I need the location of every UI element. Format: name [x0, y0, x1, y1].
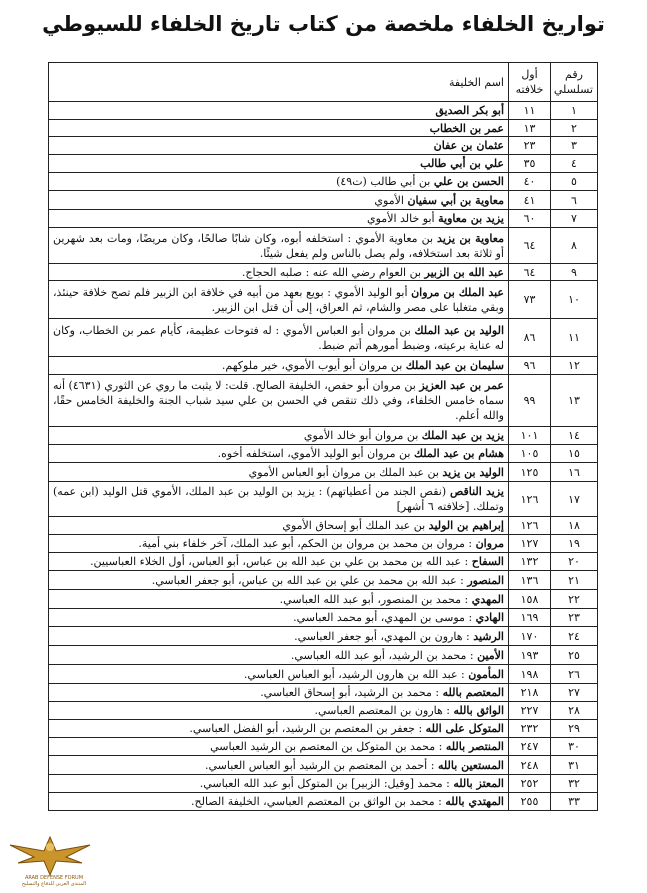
first-year-cell: ١٩٣ — [509, 646, 551, 665]
caliph-name-cell — [49, 738, 509, 756]
serial-number-cell: ١٢ — [551, 357, 598, 375]
first-year-cell: ١٣ — [509, 120, 551, 137]
first-year-cell: ١٧٠ — [509, 627, 551, 646]
first-year-cell: ١٠١ — [509, 427, 551, 445]
caliph-name: عثمان بن عفان — [433, 139, 504, 152]
caliph-name: المستعين بالله — [437, 758, 504, 772]
caliph-name: أبو بكر الصديق — [435, 104, 504, 117]
table-row — [49, 482, 598, 517]
first-year-cell: ٦٤ — [509, 228, 551, 264]
caliph-description: : محمد [وقيل: الزبير] بن المتوكل أبو عبد الله العباسي. — [199, 777, 454, 790]
table-row — [49, 684, 598, 702]
caliph-name-cell — [49, 210, 509, 228]
caliph-name: المهتدي بالله — [445, 795, 504, 808]
first-year-cell: ٢٥٥ — [509, 793, 551, 811]
caliph-description: أبو الوليد الأموي : بويع بعهد من أبيه في خلافة ابن الزبير فلم تصح خلافة حينئذ، وبقي متغلبا على مصر والشام، ثم العراق، إلى أن قتل ابن الزبير. — [53, 285, 504, 314]
first-year-cell: ١٠٥ — [509, 445, 551, 463]
caliph-description: : محمد بن الواثق بن المعتصم العباسي، الخليفة الصالح. — [191, 795, 446, 808]
caliph-name-cell — [49, 665, 509, 684]
caliph-description: الأموي — [374, 193, 408, 207]
table-row — [49, 210, 598, 228]
serial-number-cell: ٩ — [551, 264, 598, 281]
caliph-name: يزيد بن معاوية — [438, 212, 504, 225]
serial-number-cell: ٢٢ — [551, 590, 598, 609]
first-year-cell: ٢٣ — [509, 137, 551, 155]
caliph-description: : محمد بن المنصور، أبو عبد الله العباسي. — [279, 592, 472, 606]
serial-number-cell: ٢٣ — [551, 609, 598, 627]
caliph-name: الحسن بن علي — [433, 175, 504, 188]
caliph-description: بن معاوية الأموي : استخلفه أبوه، وكان شابًا صالحًا، وكان مريضًا، ومات بعد شهرين أو ثلاثة بعد استخلافه، ولم يصل بالناس ولم يفعل شيئًا. — [53, 231, 504, 260]
caliph-description: : جعفر بن المعتصم بن الرشيد، أبو الفضل العباسي. — [189, 722, 426, 735]
first-year-cell: ٢١٨ — [509, 684, 551, 702]
table-row — [49, 590, 598, 609]
serial-number-cell: ١٠ — [551, 281, 598, 319]
caliph-name-cell — [49, 684, 509, 702]
table-row — [49, 102, 598, 120]
serial-number-cell: ٣٣ — [551, 793, 598, 811]
arab-defense-forum-logo — [4, 829, 96, 889]
caliph-name-cell — [49, 793, 509, 811]
serial-number-cell: ١١ — [551, 319, 598, 357]
caliph-description: بن عبد الملك أبو إسحاق الأموي — [282, 519, 429, 532]
caliph-description: : عبد الله بن محمد بن علي بن عبد الله بن عباس، أبو جعفر العباسي. — [151, 573, 468, 587]
caliph-name: علي بن أبي طالب — [420, 157, 504, 170]
caliph-name-cell — [49, 756, 509, 775]
caliph-name: المهدي — [471, 592, 504, 606]
table-row — [49, 646, 598, 665]
table-row — [49, 738, 598, 756]
serial-number-cell: ٤ — [551, 155, 598, 173]
serial-number-cell: ١٧ — [551, 482, 598, 517]
caliph-name: الأمين — [477, 648, 504, 662]
caliph-name-cell — [49, 590, 509, 609]
first-year-cell: ١٣٦ — [509, 571, 551, 590]
caliph-name-cell — [49, 517, 509, 535]
serial-number-cell: ٢٤ — [551, 627, 598, 646]
table-row — [49, 375, 598, 427]
first-year-cell: ١٩٨ — [509, 665, 551, 684]
caliph-name-cell — [49, 609, 509, 627]
first-year-cell: ١٥٨ — [509, 590, 551, 609]
first-year-cell: ٣٥ — [509, 155, 551, 173]
caliph-description: (نقص الجند من أعطياتهم) : يزيد بن الوليد بن عبد الملك، الأموي قتل الوليد (ابن عمه) وتملك. [خلافته ٦ أشهر] — [53, 485, 504, 513]
first-year-cell: ١١ — [509, 102, 551, 120]
serial-number-cell: ١٩ — [551, 535, 598, 553]
table-row — [49, 191, 598, 210]
caliph-name: إبراهيم بن الوليد — [428, 519, 504, 532]
first-year-cell: ١٢٦ — [509, 482, 551, 517]
table-row — [49, 609, 598, 627]
caliph-name: يزيد الناقص — [450, 485, 504, 498]
serial-number-cell: ٢٧ — [551, 684, 598, 702]
caliph-description: بن مروان أبو أيوب الأموي، خير ملوكهم. — [221, 359, 406, 372]
serial-number-cell: ٨ — [551, 228, 598, 264]
caliph-name: الوليد بن عبد الملك — [414, 323, 505, 337]
caliph-name-cell — [49, 627, 509, 646]
caliph-name: عمر بن الخطاب — [429, 121, 504, 135]
caliph-name: معاوية بن أبي سفيان — [407, 193, 504, 207]
first-year-cell: ٦٠ — [509, 210, 551, 228]
first-year-cell: ٢٤٨ — [509, 756, 551, 775]
caliph-description: : هارون بن المعتصم العباسي. — [314, 704, 454, 717]
table-row — [49, 120, 598, 137]
first-year-cell: ٢٢٧ — [509, 702, 551, 720]
table-row — [49, 775, 598, 793]
caliph-name: مروان — [475, 537, 504, 550]
caliph-description: : عبد الله بن هارون الرشيد، أبو العباس العباسي. — [243, 667, 469, 681]
caliph-name: المتوكل على الله — [425, 722, 504, 735]
serial-number-cell: ٣ — [551, 137, 598, 155]
table-body — [49, 102, 598, 811]
caliph-name-cell — [49, 720, 509, 738]
page-title: تواريخ الخلفاء ملخصة من كتاب تاريخ الخلفاء للسيوطي — [42, 12, 605, 36]
caliph-description: : عبد الله بن محمد بن علي بن عبد الله بن عباس، أبو العباس، أول الخلاء العباسيين. — [90, 555, 472, 568]
caliph-name-cell — [49, 120, 509, 137]
caliph-description: : محمد بن المتوكل بن المعتصم بن الرشيد العباسي — [210, 740, 446, 753]
caliph-name-cell — [49, 775, 509, 793]
caliph-name: المعتصم بالله — [442, 686, 504, 699]
table-row — [49, 517, 598, 535]
table-row — [49, 137, 598, 155]
first-year-cell: ٢٥٢ — [509, 775, 551, 793]
caliph-name: المنتصر بالله — [445, 740, 504, 753]
table-row — [49, 155, 598, 173]
table-row — [49, 627, 598, 646]
caliph-name: يزيد بن عبد الملك — [421, 429, 504, 442]
serial-number-cell: ٣٠ — [551, 738, 598, 756]
caliph-name-cell — [49, 463, 509, 482]
table-row — [49, 535, 598, 553]
caliph-name: عمر بن عبد العزيز — [419, 379, 504, 392]
table-row — [49, 793, 598, 811]
serial-number-cell: ٧ — [551, 210, 598, 228]
serial-number-cell: ٢٩ — [551, 720, 598, 738]
caliph-name: معاوية بن يزيد — [437, 231, 504, 245]
caliph-name: عبد الله بن الزبير — [424, 265, 504, 279]
caliph-name-cell — [49, 427, 509, 445]
caliph-name-cell — [49, 137, 509, 155]
caliph-name-cell — [49, 102, 509, 120]
caliph-name: المأمون — [468, 667, 504, 681]
serial-number-cell: ٢١ — [551, 571, 598, 590]
eagle-emblem-icon — [4, 829, 96, 879]
table-row — [49, 720, 598, 738]
caliph-description: بن أبي طالب (ت٤٩) — [336, 175, 434, 188]
table-header-row — [49, 63, 598, 102]
table-row — [49, 319, 598, 357]
caliph-description: : محمد بن الرشيد، أبو إسحاق العباسي. — [260, 686, 443, 699]
caliph-name-cell — [49, 264, 509, 281]
serial-number-cell: ٥ — [551, 173, 598, 191]
serial-number-cell: ١٦ — [551, 463, 598, 482]
caliph-name: الهادي — [475, 611, 504, 624]
caliph-name-cell — [49, 319, 509, 357]
caliphs-table — [48, 62, 598, 811]
watermark-line-2: المنتدى العربي للدفاع والتسليح — [21, 881, 87, 887]
first-year-cell: ٦٤ — [509, 264, 551, 281]
header-first-year: أول خلافته — [509, 63, 551, 102]
caliph-description: : محمد بن الرشيد، أبو عبد الله العباسي. — [290, 648, 478, 662]
serial-number-cell: ٦ — [551, 191, 598, 210]
header-serial-number: رقم تسلسلي — [551, 63, 598, 102]
table-row — [49, 463, 598, 482]
caliph-description: : أحمد بن المعتصم بن الرشيد أبو العباس العباسي. — [204, 758, 438, 772]
caliph-name-cell — [49, 571, 509, 590]
table-row — [49, 427, 598, 445]
caliph-name: الواثق بالله — [453, 704, 504, 717]
serial-number-cell: ١ — [551, 102, 598, 120]
serial-number-cell: ٣١ — [551, 756, 598, 775]
serial-number-cell: ٢٨ — [551, 702, 598, 720]
caliph-name-cell — [49, 535, 509, 553]
caliph-name: سليمان بن عبد الملك — [405, 359, 504, 372]
table-row — [49, 756, 598, 775]
caliph-description: : مروان بن محمد بن مروان بن الحكم، أبو عبد الملك، آخر خلفاء بني أمية. — [138, 537, 476, 550]
caliph-name-cell — [49, 553, 509, 571]
caliph-description: بن عبد الملك بن مروان أبو العباس الأموي — [248, 465, 443, 479]
first-year-cell: ٨٦ — [509, 319, 551, 357]
serial-number-cell: ١٨ — [551, 517, 598, 535]
caliph-name: المنصور — [467, 573, 504, 587]
table-row — [49, 665, 598, 684]
serial-number-cell: ٢ — [551, 120, 598, 137]
table-row — [49, 173, 598, 191]
caliph-description: أبو خالد الأموي — [367, 212, 439, 225]
caliph-description: بن مروان أبو الوليد الأموي، استخلفه أخوه. — [217, 447, 414, 460]
first-year-cell: ٧٣ — [509, 281, 551, 319]
caliph-name: السفاح — [471, 555, 504, 568]
first-year-cell: ١٢٥ — [509, 463, 551, 482]
table-row — [49, 445, 598, 463]
caliph-name-cell — [49, 375, 509, 427]
caliph-name-cell — [49, 646, 509, 665]
first-year-cell: ٤١ — [509, 191, 551, 210]
table-row — [49, 702, 598, 720]
caliph-description: : موسى بن المهدي، أبو محمد العباسي. — [293, 611, 476, 624]
header-caliph-name: اسم الخليفة — [49, 63, 509, 102]
caliph-description: : هارون بن المهدي، أبو جعفر العباسي. — [294, 629, 474, 643]
caliph-name: الرشيد — [473, 629, 504, 643]
caliph-name-cell — [49, 281, 509, 319]
caliph-name-cell — [49, 173, 509, 191]
table-row — [49, 571, 598, 590]
caliph-description: بن مروان أبو حفص، الخليفة الصالح. قلت: لا يثبت ما روي عن الثوري (٤٦٣١) أنه سماه خامس الخلفاء، وفي ذلك تنقص في الحسن بن علي سيد شباب الجنة والخليفة الخامس حقًا، والله أعلم. — [53, 379, 504, 422]
serial-number-cell: ٢٦ — [551, 665, 598, 684]
serial-number-cell: ١٥ — [551, 445, 598, 463]
first-year-cell: ٢٣٢ — [509, 720, 551, 738]
serial-number-cell: ٢٠ — [551, 553, 598, 571]
first-year-cell: ٩٦ — [509, 357, 551, 375]
caliph-name-cell — [49, 228, 509, 264]
watermark-line-1: ARAB DEFENSE FORUM — [24, 875, 84, 881]
caliph-name-cell — [49, 191, 509, 210]
caliph-name-cell — [49, 445, 509, 463]
table-row — [49, 553, 598, 571]
table-row — [49, 357, 598, 375]
first-year-cell: ٢٤٧ — [509, 738, 551, 756]
caliph-name-cell — [49, 357, 509, 375]
first-year-cell: ٩٩ — [509, 375, 551, 427]
caliph-name: عبد الملك بن مروان — [411, 285, 504, 299]
serial-number-cell: ١٤ — [551, 427, 598, 445]
caliph-name: هشام بن عبد الملك — [413, 447, 504, 460]
caliph-name-cell — [49, 702, 509, 720]
first-year-cell: ١٦٩ — [509, 609, 551, 627]
caliph-name: الوليد بن يزيد — [442, 465, 504, 479]
caliph-description: بن العوام رضي الله عنه : صلبه الحجاج. — [241, 265, 425, 279]
first-year-cell: ١٢٦ — [509, 517, 551, 535]
table-row — [49, 264, 598, 281]
first-year-cell: ٤٠ — [509, 173, 551, 191]
caliph-description: بن مروان أبو خالد الأموي — [303, 429, 422, 442]
caliph-name-cell — [49, 155, 509, 173]
table-row — [49, 281, 598, 319]
first-year-cell: ١٢٧ — [509, 535, 551, 553]
first-year-cell: ١٣٢ — [509, 553, 551, 571]
table-row — [49, 228, 598, 264]
caliph-name-cell — [49, 482, 509, 517]
caliph-name: المعتز بالله — [453, 777, 504, 790]
serial-number-cell: ١٣ — [551, 375, 598, 427]
serial-number-cell: ٣٢ — [551, 775, 598, 793]
serial-number-cell: ٢٥ — [551, 646, 598, 665]
caliph-description: بن مروان أبو العباس الأموي : له فتوحات عظيمة، كأيام عمر بن الخطاب، وكان له عناية برعيته، وضبط أمورهم أتم ضبط. — [53, 323, 504, 352]
